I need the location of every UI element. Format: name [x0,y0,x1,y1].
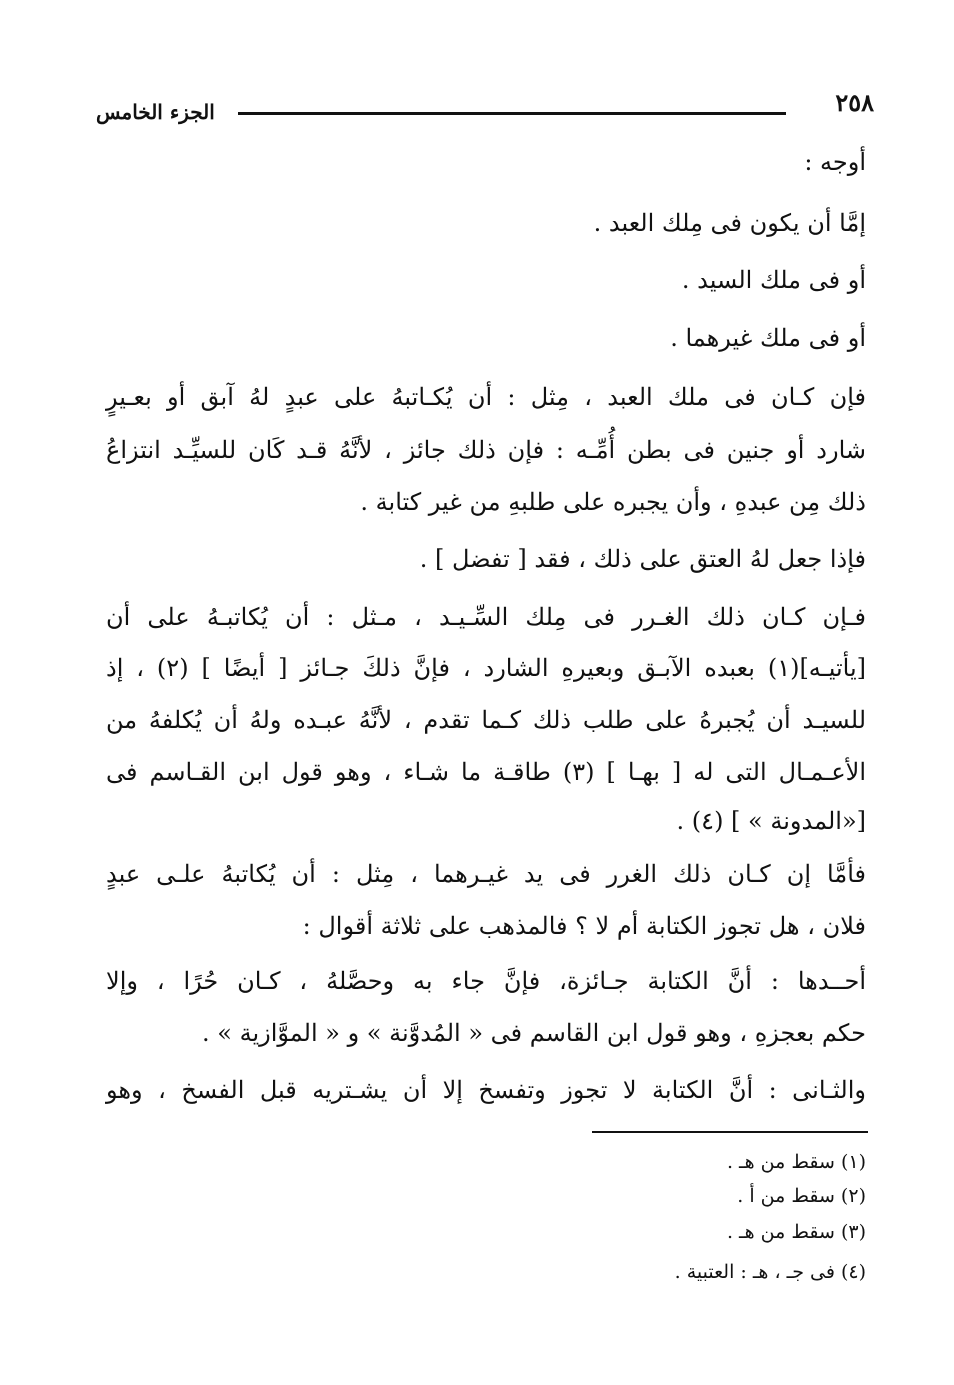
footnote: (٣) سقط من هـ . [726,1221,866,1243]
body-line: فإن كـان فى ملك العبد ، مِثل : أن يُكـاتبهُ على عبدٍ لهُ آبق أو بعـيرٍ [106,383,866,411]
body-line: أوجه : [804,148,866,176]
footnote-rule [592,1131,868,1133]
page-number: ٢٥٨ [835,88,874,117]
body-line: فـإن كـان ذلك الغـرر فى مِلك السِّـيـد ، مـثل : أن يُكاتبـهُ على أن [106,603,866,631]
body-line: فأمَّا إن كـان ذلك الغرر فى يد غيـرهما ، مِثل : أن يُكاتبهُ علـى عبدٍ [106,860,866,888]
line-text: فلان ، هل تجوز الكتابة أم لا ؟ فالمذهب على ثلاثة أقوال : [302,912,866,940]
body-line: أو فى ملك السيد . [681,266,866,294]
part-title: الجزء الخامس [96,100,215,124]
body-line: أحــدها : أنَّ الكتابة جـائزة، فإنَّ جاء به وحصَّلهُ ، كـان حُرًا ، وإلا [106,967,866,995]
body-line: الأعـمـال التى له [ بهـا ] (٣) طاقـة ما شـاء ، وهو قول ابن القـاسم فى [106,758,867,786]
footnote: (٢) سقط من أ . [737,1185,866,1207]
body-line: [«المدونة » ] (٤) . [676,807,866,835]
body-line: إمَّا أن يكون فى مِلك العبد . [593,209,866,237]
body-line: شارد أو جنين فى بطن أُمِّـه : فإن ذلك جائز ، لأنَّهُ قـد كَان للسيِّـد انتزاعُ [106,436,866,464]
footnote: (٤) فى جـ ، هـ : العتبية . [674,1261,866,1283]
header-rule [238,112,786,115]
body-line: للسيـد أن يُجبرهُ على طلب ذلك كـما تقدم ، لأنَّهُ عبـده ولهُ أن يُكلفهُ من [106,706,866,734]
body-line [303,912,866,940]
body-line: حكم بعجزهِ ، وهو قول ابن القاسم فى « المُدوَّنة » و « الموَّازية » . [202,1019,866,1047]
body-line: والثـانى : أنَّ الكتابة لا تجوز وتفسخ إلا أن يشـتريه قبل الفسخ ، وهو [106,1076,866,1104]
body-line: فإذا جعل لهُ العتق على ذلك ، فقد [ تفضل ] . [419,545,866,573]
footnote: (١) سقط من هـ . [726,1151,866,1173]
body-line: [يأتيـه](١) بعبده الآبـق وبعيرهِ الشارد ، فإنَّ ذلكَ جـائز [ أيضًا ] (٢) ، إذ [106,654,866,682]
body-line: ذلك مِن عبدهِ ، وأن يجبره على طلبهِ من غير كتابة . [360,488,866,516]
body-line: أو فى ملك غيرهما . [670,324,866,352]
